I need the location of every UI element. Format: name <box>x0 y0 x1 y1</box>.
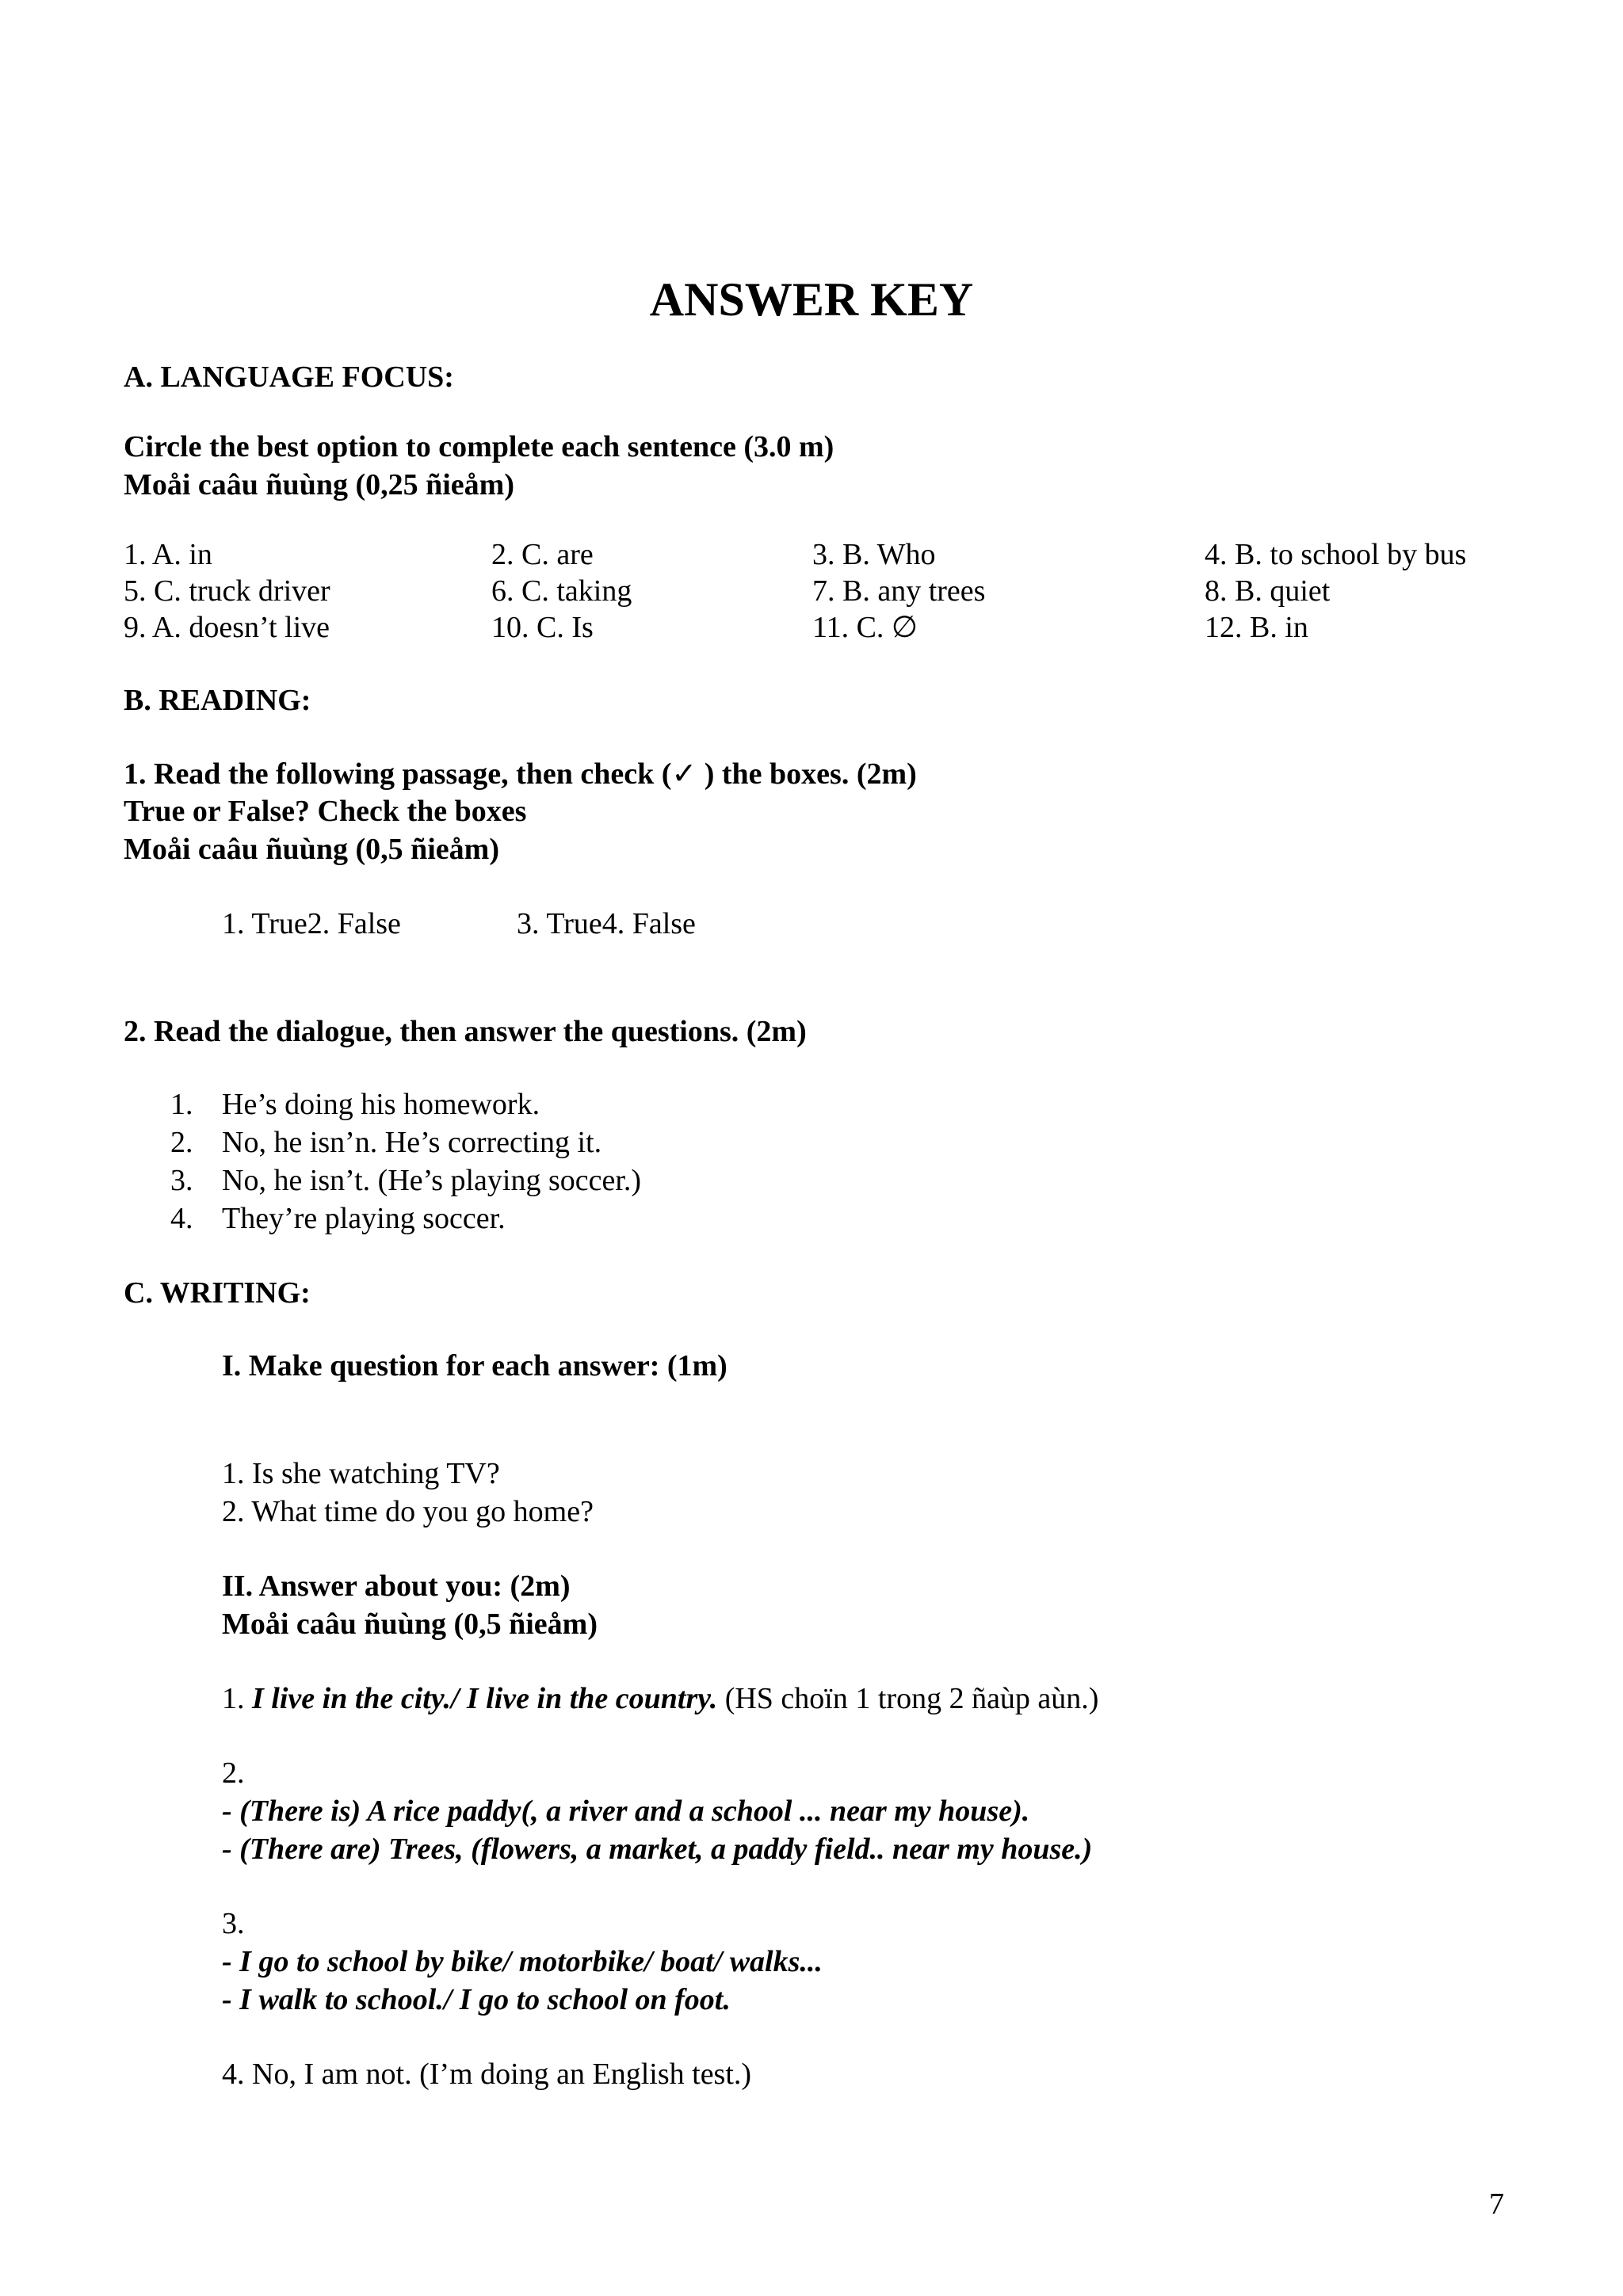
answer-cell: 2. C. are <box>491 538 594 571</box>
section-b-heading: B. READING: <box>124 684 311 717</box>
list-item <box>0 1123 1623 1161</box>
answer-cell: 3. B. Who <box>812 538 936 571</box>
writing-q2-line: - (There is) A rice paddy(, a river and a school ... near my house). <box>222 1794 1030 1828</box>
list-number: 2. <box>170 1126 193 1159</box>
list-item <box>0 1199 1623 1238</box>
page-number: 7 <box>1489 2187 1504 2221</box>
reading-answers-left: 1. True2. False <box>222 907 401 940</box>
reading-part2-instruction: 2. Read the dialogue, then answer the questions. (2m) <box>124 1015 807 1048</box>
answer-cell: 4. B. to school by bus <box>1205 538 1467 571</box>
section-a-points: Moåi caâu ñuùng (0,25 ñieåm) <box>124 468 514 502</box>
q1-answer: I live in the city./ I live in the country. <box>252 1682 718 1715</box>
reading-part1-sub: True or False? Check the boxes <box>124 795 527 828</box>
section-a-heading: A. LANGUAGE FOCUS: <box>124 360 454 394</box>
section-c-heading: C. WRITING: <box>124 1276 311 1310</box>
list-text: No, he isn’n. He’s correcting it. <box>222 1126 602 1159</box>
writing-part2-instruction: II. Answer about you: (2m) <box>222 1569 571 1603</box>
page-title: ANSWER KEY <box>649 273 974 326</box>
list-number: 3. <box>170 1164 193 1197</box>
writing-q4: 4. No, I am not. (I’m doing an English test.) <box>222 2058 752 2091</box>
answer-row <box>0 572 1623 610</box>
q1-number: 1. <box>222 1682 252 1715</box>
answer-row <box>0 608 1623 646</box>
answer-cell: 7. B. any trees <box>812 574 986 608</box>
writing-q3-line: - I walk to school./ I go to school on foot. <box>222 1983 731 2016</box>
reading-part1-instruction <box>124 754 917 793</box>
writing-part2-points: Moåi caâu ñuùng (0,5 ñieåm) <box>222 1608 598 1641</box>
list-text: He’s doing his homework. <box>222 1088 540 1121</box>
answer-row <box>0 536 1623 574</box>
instruction-text: ) the boxes. (2m) <box>697 757 917 791</box>
answer-cell: 5. C. truck driver <box>124 574 330 608</box>
answer-cell: 1. A. in <box>124 538 212 571</box>
writing-q3-number: 3. <box>222 1907 245 1940</box>
section-a-instruction: Circle the best option to complete each sentence (3.0 m) <box>124 430 834 463</box>
answer-cell: 9. A. doesn’t live <box>124 611 330 644</box>
writing-q2-number: 2. <box>222 1756 245 1790</box>
reading-answers-right: 3. True4. False <box>517 907 696 940</box>
list-number: 4. <box>170 1202 193 1235</box>
list-item <box>0 1085 1623 1123</box>
instruction-text: 1. Read the following passage, then check ( <box>124 757 672 791</box>
list-item <box>0 1161 1623 1199</box>
writing-part1-instruction: I. Make question for each answer: (1m) <box>222 1349 727 1383</box>
answer-cell: 12. B. in <box>1205 611 1308 644</box>
list-text: No, he isn’t. (He’s playing soccer.) <box>222 1164 642 1197</box>
writing-q3-line: - I go to school by bike/ motorbike/ boat/ walks... <box>222 1945 823 1978</box>
q1-note: (HS choïn 1 trong 2 ñaùp aùn.) <box>717 1682 1099 1715</box>
answer-cell: 11. C. ∅ <box>812 611 918 644</box>
list-number: 1. <box>170 1088 193 1121</box>
writing-answer: 2. What time do you go home? <box>222 1495 594 1528</box>
check-mark-icon: ✓ <box>671 756 697 791</box>
answer-cell: 10. C. Is <box>491 611 594 644</box>
writing-answer: 1. Is she watching TV? <box>222 1457 500 1490</box>
list-text: They’re playing soccer. <box>222 1202 506 1235</box>
answer-cell: 8. B. quiet <box>1205 574 1331 608</box>
writing-q1 <box>222 1680 1098 1718</box>
answer-cell: 6. C. taking <box>491 574 632 608</box>
writing-q2-line: - (There are) Trees, (flowers, a market, a paddy field.. near my house.) <box>222 1833 1093 1866</box>
reading-part1-points: Moåi caâu ñuùng (0,5 ñieåm) <box>124 833 499 866</box>
